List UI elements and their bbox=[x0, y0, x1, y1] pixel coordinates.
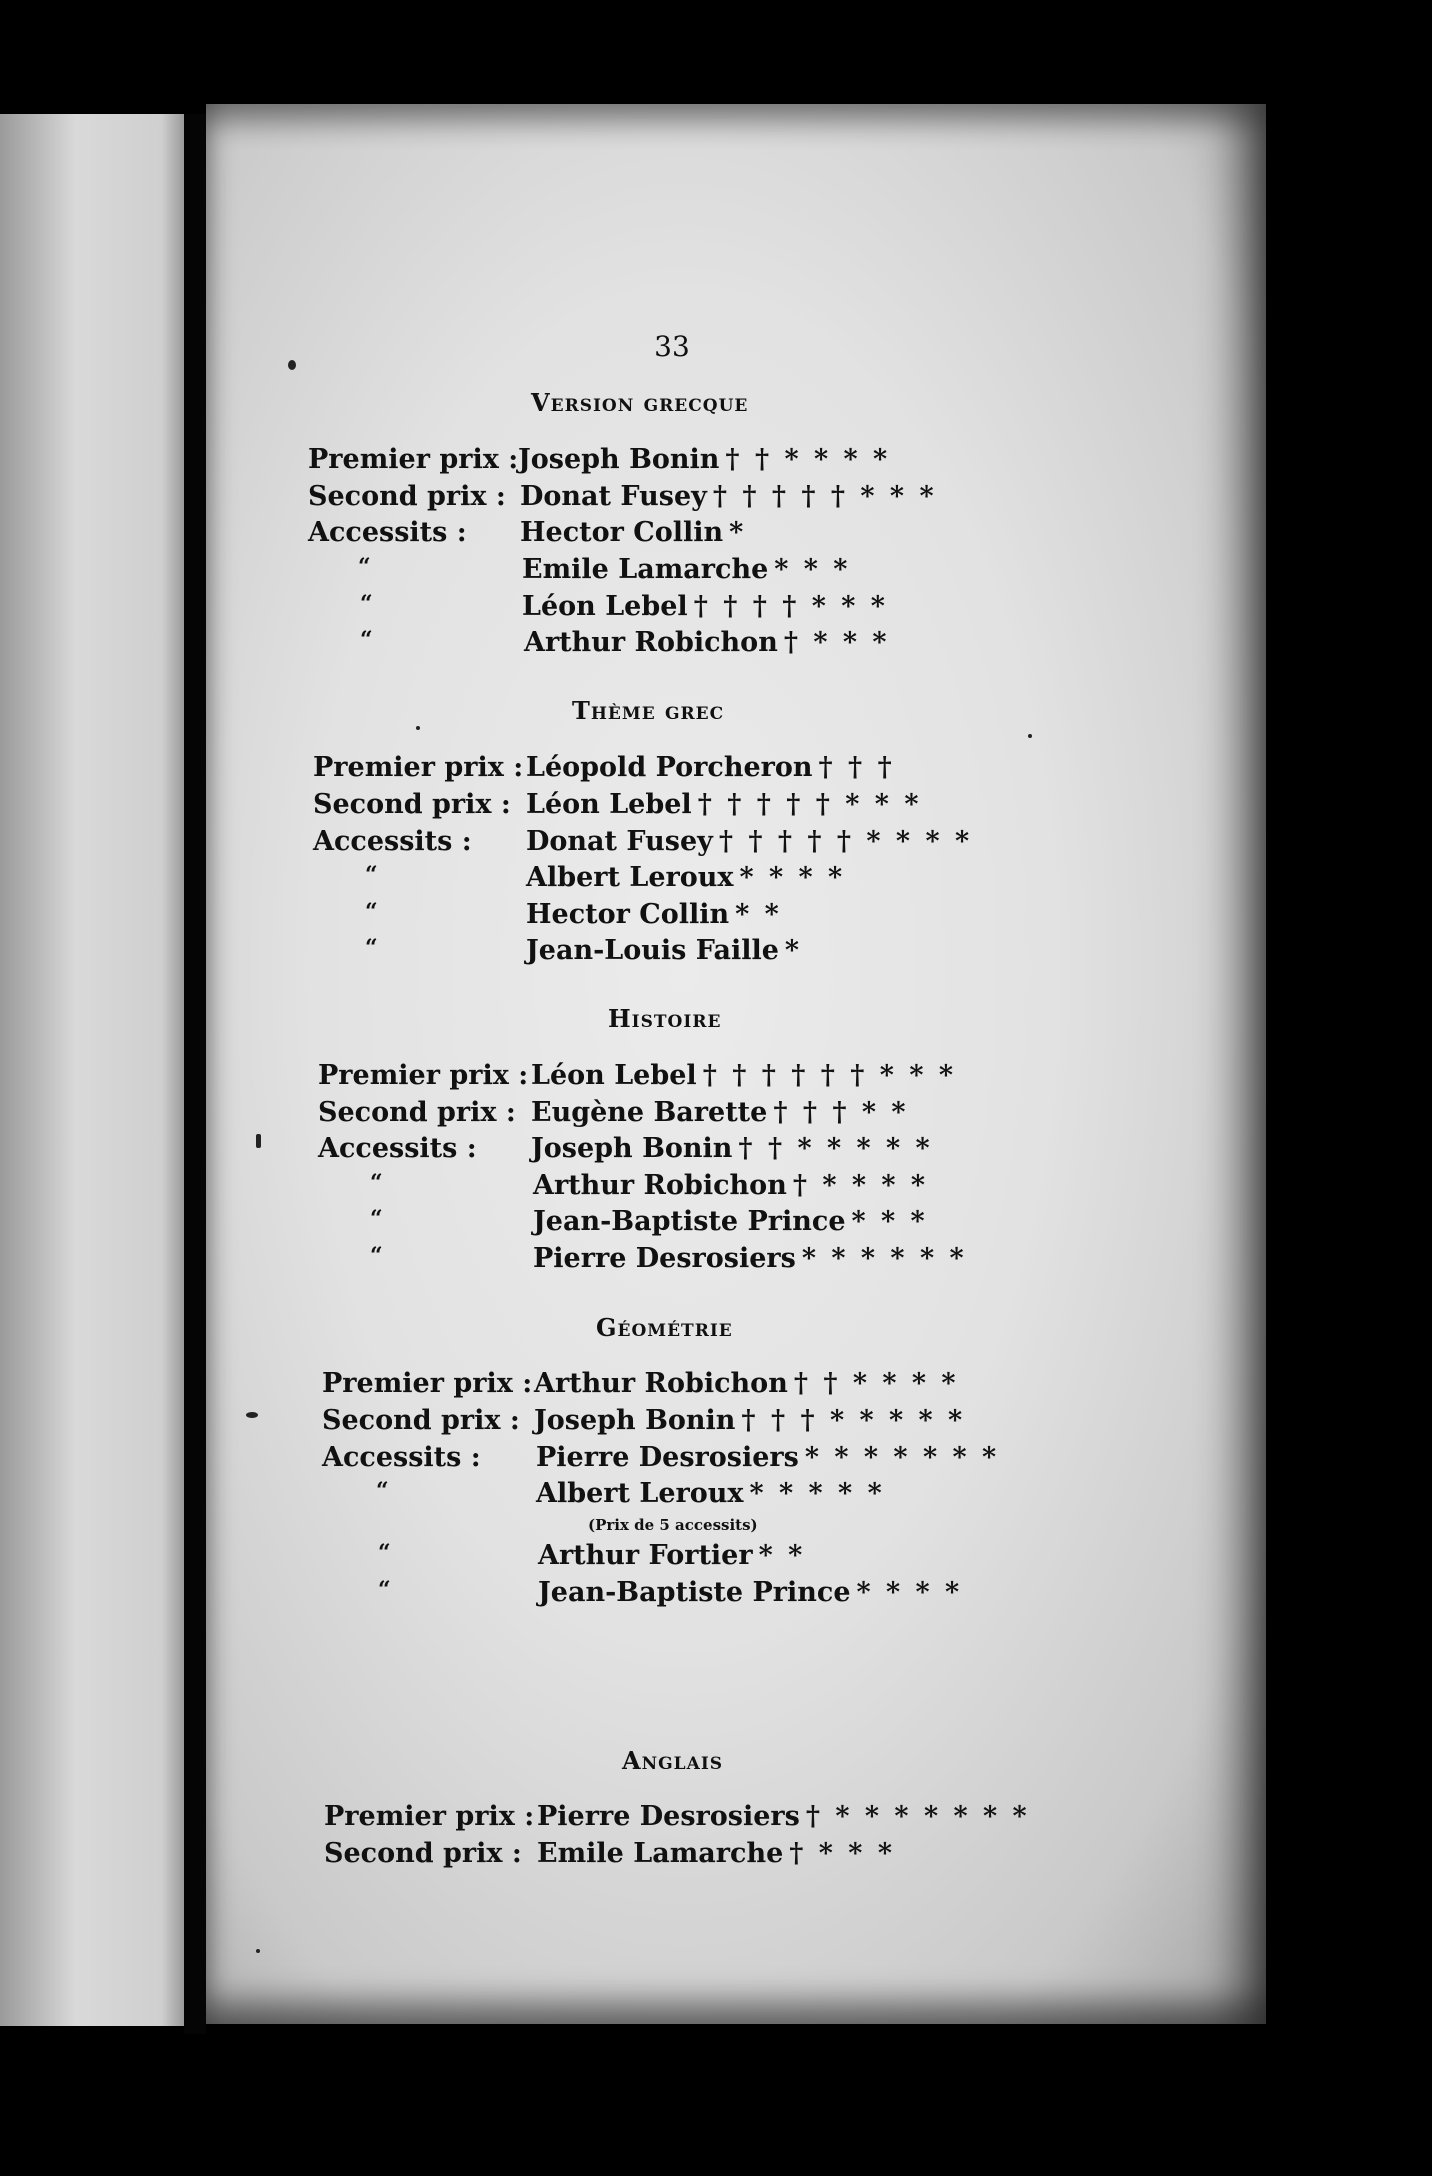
laureate-name: Léon Lebel bbox=[526, 789, 692, 820]
laureate-entry bbox=[531, 1097, 909, 1128]
ditto-mark: “ bbox=[365, 862, 378, 888]
laureate-entry bbox=[533, 1243, 967, 1274]
mention-marks: † † * * * * bbox=[725, 444, 891, 475]
laureate-entry bbox=[534, 1368, 959, 1399]
mention-marks: † † † * * * * * bbox=[741, 1405, 966, 1436]
mention-marks: † * * * * * * * bbox=[805, 1801, 1030, 1832]
laureate-name: Arthur Fortier bbox=[538, 1540, 753, 1571]
prize-label: Premier prix : bbox=[313, 752, 524, 783]
prize-note: (Prix de 5 accessits) bbox=[588, 1516, 758, 1534]
mention-marks: * * * bbox=[851, 1206, 928, 1237]
ditto-mark: “ bbox=[378, 1577, 391, 1603]
mention-marks: * bbox=[729, 517, 747, 548]
laureate-name: Léon Lebel bbox=[522, 591, 688, 622]
mention-marks: * * bbox=[758, 1540, 806, 1571]
laureate-name: Léopold Porcheron bbox=[526, 752, 813, 783]
laureate-name: Hector Collin bbox=[526, 899, 730, 930]
laureate-entry bbox=[518, 444, 890, 475]
section-title: Version grecque bbox=[531, 388, 749, 417]
laureate-entry bbox=[534, 1405, 965, 1436]
laureate-entry bbox=[533, 1170, 928, 1201]
ditto-mark: “ bbox=[365, 899, 378, 925]
scan-speck bbox=[416, 726, 420, 730]
mention-marks: † † † † † * * * bbox=[712, 481, 937, 512]
ditto-mark: “ bbox=[370, 1170, 383, 1196]
mention-marks: * * bbox=[735, 899, 782, 930]
mention-marks: † * * * bbox=[783, 627, 890, 658]
laureate-name: Arthur Robichon bbox=[524, 627, 778, 658]
laureate-name: Emile Lamarche bbox=[537, 1838, 784, 1869]
ditto-mark: “ bbox=[360, 627, 373, 653]
mention-marks: * * * * bbox=[856, 1577, 963, 1608]
laureate-entry bbox=[537, 1838, 895, 1869]
ditto-mark: “ bbox=[365, 935, 378, 961]
mention-marks: * * * * * * bbox=[801, 1243, 967, 1274]
scan-speck bbox=[1028, 734, 1032, 738]
mention-marks: † † † † † * * * bbox=[697, 789, 922, 820]
laureate-name: Joseph Bonin bbox=[534, 1405, 736, 1436]
prize-label: Premier prix : bbox=[322, 1368, 533, 1399]
laureate-name: Eugène Barette bbox=[531, 1097, 768, 1128]
laureate-entry bbox=[526, 935, 802, 966]
laureate-name: Emile Lamarche bbox=[522, 554, 769, 585]
laureate-entry bbox=[520, 481, 937, 512]
laureate-name: Hector Collin bbox=[520, 517, 724, 548]
prize-label: Premier prix : bbox=[324, 1801, 535, 1832]
mention-marks: † † † † * * * bbox=[693, 591, 888, 622]
laureate-name: Pierre Desrosiers bbox=[533, 1243, 796, 1274]
section-title: Géométrie bbox=[596, 1313, 733, 1342]
prize-label: Accessits : bbox=[308, 517, 467, 548]
mention-marks: * * * * * bbox=[749, 1478, 885, 1509]
prize-label: Second prix : bbox=[308, 481, 506, 512]
laureate-entry bbox=[524, 627, 890, 658]
laureate-name: Pierre Desrosiers bbox=[537, 1801, 800, 1832]
laureate-name: Donat Fusey bbox=[526, 826, 713, 857]
mention-marks: * bbox=[784, 935, 803, 966]
laureate-entry bbox=[531, 1060, 956, 1091]
mention-marks: † * * * bbox=[789, 1838, 895, 1869]
prize-label: Premier prix : bbox=[318, 1060, 529, 1091]
right-page bbox=[206, 104, 1266, 2024]
ditto-mark: “ bbox=[370, 1243, 383, 1269]
laureate-entry bbox=[526, 862, 845, 893]
left-page-edge bbox=[0, 114, 190, 2026]
prize-label: Second prix : bbox=[318, 1097, 516, 1128]
laureate-entry bbox=[520, 517, 746, 548]
laureate-name: Joseph Bonin bbox=[518, 444, 720, 475]
scan-speck bbox=[288, 360, 296, 370]
prize-label: Second prix : bbox=[313, 789, 511, 820]
laureate-entry bbox=[526, 826, 972, 857]
mention-marks: * * * * * * * bbox=[804, 1442, 1000, 1473]
ditto-mark: “ bbox=[370, 1206, 383, 1232]
ditto-mark: “ bbox=[378, 1540, 391, 1566]
ditto-mark: “ bbox=[360, 591, 373, 617]
laureate-name: Albert Leroux bbox=[536, 1478, 744, 1509]
ditto-mark: “ bbox=[376, 1478, 389, 1504]
laureate-name: Albert Leroux bbox=[526, 862, 734, 893]
laureate-name: Donat Fusey bbox=[520, 481, 707, 512]
laureate-entry bbox=[526, 899, 782, 930]
section-title: Histoire bbox=[608, 1004, 722, 1033]
laureate-name: Jean-Louis Faille bbox=[526, 935, 779, 966]
laureate-entry bbox=[536, 1478, 885, 1509]
mention-marks: * * * * bbox=[739, 862, 846, 893]
prize-label: Premier prix : bbox=[308, 444, 519, 475]
scan-speck bbox=[256, 1134, 261, 1148]
laureate-name: Jean-Baptiste Prince bbox=[538, 1577, 851, 1608]
scan-speck bbox=[256, 1949, 260, 1953]
mention-marks: † † † * * bbox=[773, 1097, 909, 1128]
prize-label: Accessits : bbox=[313, 826, 472, 857]
mention-marks: † † † † † * * * * bbox=[718, 826, 973, 857]
section-title: Anglais bbox=[622, 1746, 724, 1775]
laureate-entry bbox=[522, 591, 888, 622]
laureate-entry bbox=[531, 1133, 933, 1164]
page-number: 33 bbox=[654, 330, 690, 363]
laureate-name: Arthur Robichon bbox=[533, 1170, 787, 1201]
ditto-mark: “ bbox=[358, 554, 371, 580]
laureate-name: Joseph Bonin bbox=[531, 1133, 733, 1164]
laureate-entry bbox=[526, 789, 921, 820]
mention-marks: † * * * * bbox=[792, 1170, 929, 1201]
laureate-entry bbox=[533, 1206, 928, 1237]
mention-marks: † † * * * * * bbox=[738, 1133, 933, 1164]
laureate-entry bbox=[538, 1577, 962, 1608]
laureate-entry bbox=[526, 752, 895, 783]
laureate-name: Pierre Desrosiers bbox=[536, 1442, 799, 1473]
prize-label: Second prix : bbox=[322, 1405, 520, 1436]
book-gutter bbox=[184, 114, 206, 2034]
prize-label: Accessits : bbox=[322, 1442, 481, 1473]
prize-label: Second prix : bbox=[324, 1838, 522, 1869]
mention-marks: † † † bbox=[818, 752, 895, 783]
laureate-name: Léon Lebel bbox=[531, 1060, 697, 1091]
prize-label: Accessits : bbox=[318, 1133, 477, 1164]
laureate-name: Arthur Robichon bbox=[534, 1368, 788, 1399]
laureate-entry bbox=[537, 1801, 1030, 1832]
page-content bbox=[206, 104, 1266, 2024]
laureate-entry bbox=[536, 1442, 999, 1473]
laureate-name: Jean-Baptiste Prince bbox=[533, 1206, 846, 1237]
mention-marks: * * * bbox=[774, 554, 851, 585]
scan-speck bbox=[246, 1412, 258, 1418]
mention-marks: † † † † † † * * * bbox=[702, 1060, 956, 1091]
section-title: Thème grec bbox=[572, 696, 725, 725]
laureate-entry bbox=[538, 1540, 805, 1571]
mention-marks: † † * * * * bbox=[793, 1368, 959, 1399]
laureate-entry bbox=[522, 554, 850, 585]
